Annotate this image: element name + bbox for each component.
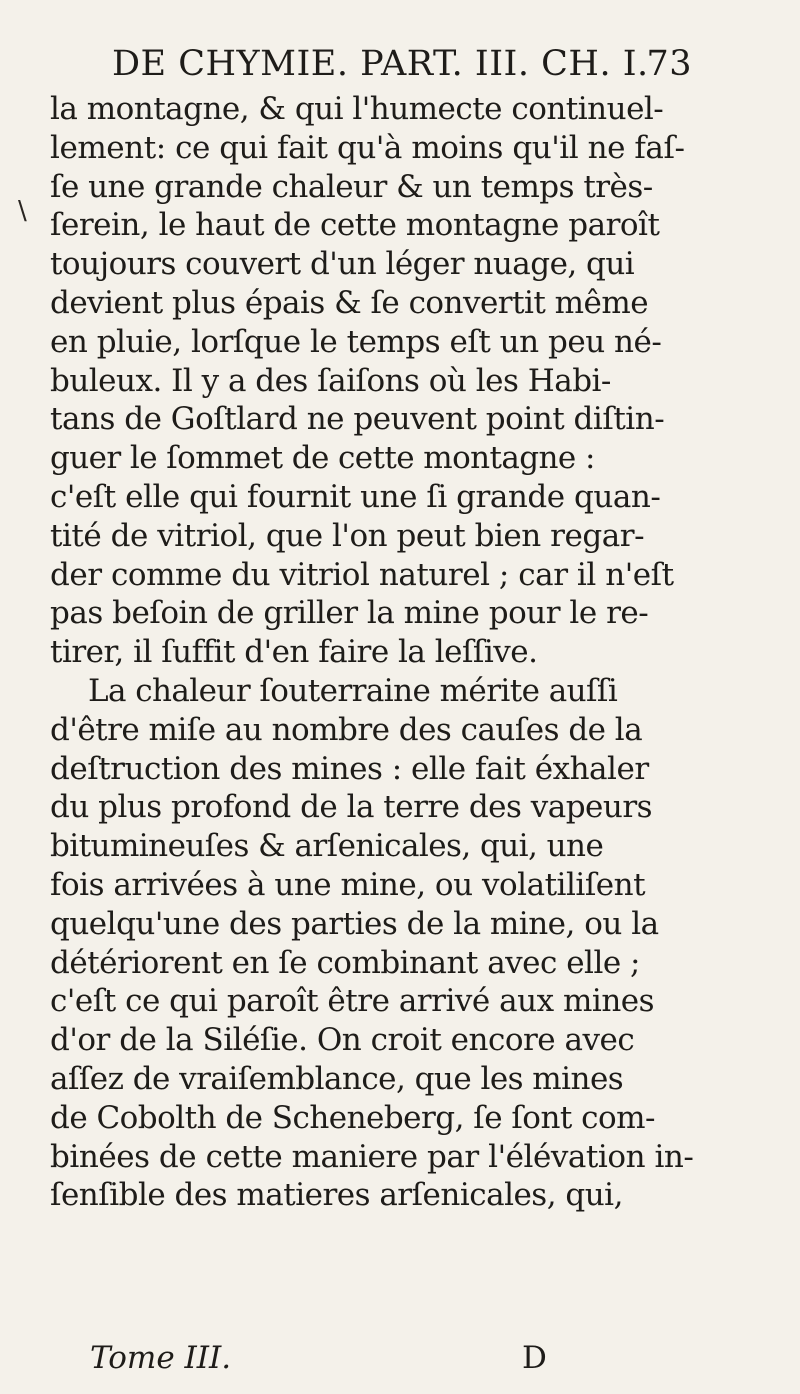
body-text [50,90,770,1215]
text-line: c'eſt elle qui fournit une ſi grande quan- [50,478,661,515]
text-line: de Cobolth de Scheneberg, ſe ſont com- [50,1099,655,1136]
text-line: deſtruction des mines : elle fait éxhaler [50,750,649,787]
text-line: fois arrivées à une mine, ou volatiliſent [50,866,646,903]
margin-mark: \ [18,196,27,226]
volume-label: Tome III. [90,1340,232,1376]
text-line: devient plus épais & ſe convertit même [50,284,649,321]
text-line: ſe une grande chaleur & un temps très- [50,168,653,205]
text-line: guer le ſommet de cette montagne : [50,440,595,477]
text-line: La chaleur ſouterraine mérite auſſi [88,672,618,709]
text-line: ſenſible des matieres arſenicales, qui, [50,1177,623,1214]
text-line: pas beſoin de griller la mine pour le re- [50,595,649,632]
page-footer [50,1340,610,1380]
text-line: toujours couvert d'un léger nuage, qui [50,246,635,283]
text-line: lement: ce qui fait qu'à moins qu'il ne faſ- [50,129,685,166]
page-number: 73 [646,44,692,84]
text-line: c'eſt ce qui paroît être arrivé aux mines [50,983,655,1020]
text-line: quelqu'une des parties de la mine, ou la [50,905,659,942]
text-line: d'être miſe au nombre des cauſes de la [50,711,643,748]
text-line: tité de vitriol, que l'on peut bien regar- [50,517,645,554]
text-line: en pluie, lorſque le temps eſt un peu né- [50,323,662,360]
running-head-title: DE CHYMIE. PART. III. CH. I. [112,44,649,84]
text-line: détériorent en ſe combinant avec elle ; [50,944,640,981]
text-line: ſerein, le haut de cette montagne paroît [50,207,660,244]
text-line: der comme du vitriol naturel ; car il n'eſt [50,556,674,593]
text-line: tans de Goſtlard ne peuvent point diſtin- [50,401,665,438]
text-line: aſſez de vraiſemblance, que les mines [50,1060,624,1097]
signature-mark: D [522,1340,547,1376]
text-line: tirer, il ſuffit d'en faire la leſſive. [50,634,538,671]
running-head [112,44,692,94]
text-line: buleux. Il y a des ſaiſons où les Habi- [50,362,611,399]
text-line: bitumineuſes & arſenicales, qui, une [50,828,604,865]
text-line: du plus profond de la terre des vapeurs [50,789,653,826]
text-line: d'or de la Siléſie. On croit encore avec [50,1022,635,1059]
text-line: binées de cette maniere par l'élévation in- [50,1138,694,1175]
text-line: la montagne, & qui l'humecte continuel- [50,91,664,127]
